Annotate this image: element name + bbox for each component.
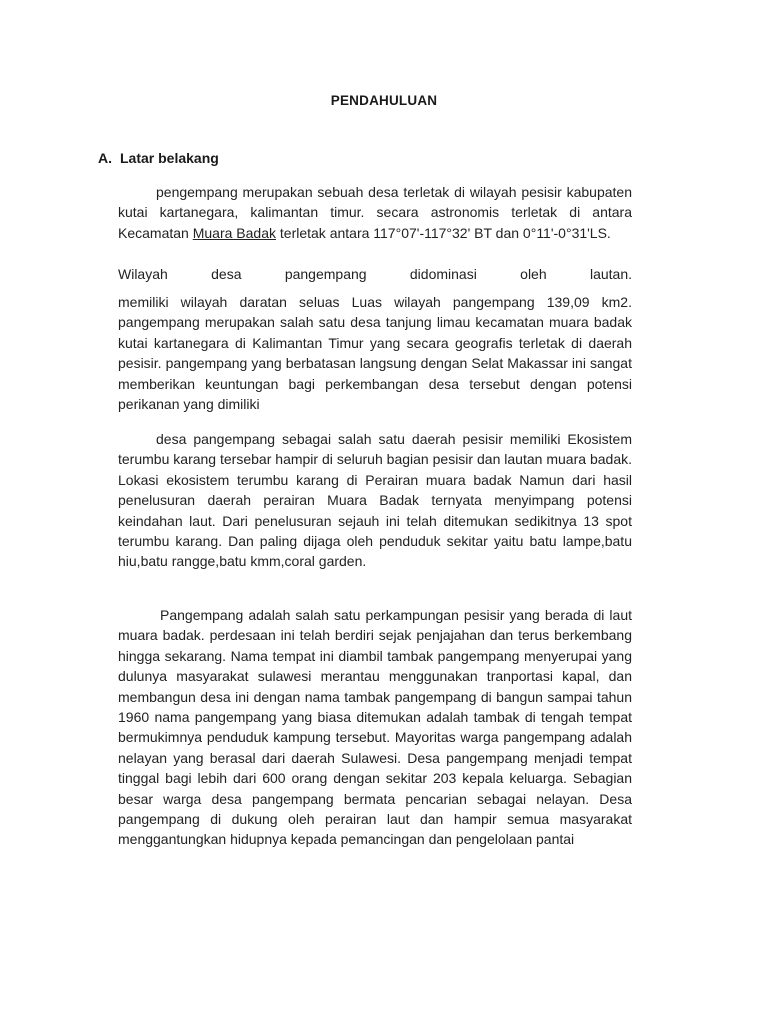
paragraph-intro-text-a: pengempang merupakan sebuah desa terletak di wilayah pesisir kabupaten kutai kartanegara, kalimantan timur. secara astronomis terletak di antara Kecamatan bbox=[118, 184, 632, 241]
muara-badak-link[interactable]: Muara Badak bbox=[192, 224, 276, 241]
paragraph-wilayah: memiliki wilayah daratan seluas Luas wilayah pangempang 139,09 km2. pangempang merupakan salah satu desa tanjung limau kecamatan muara badak kutai kartanegara di Kalimantan Timur yang secara geografis terletak di daerah pesisir. pangempang yang berbatasan langsung dengan Selat Makassar ini sangat memberikan keuntungan bagi perkembangan desa tersebut dengan potensi perikanan yang dimiliki bbox=[118, 294, 632, 413]
paragraph-intro-text-b: terletak antara 117°07'-117°32' BT dan 0°11'-0°31'LS. bbox=[276, 224, 611, 241]
paragraph-ekosistem: desa pangempang sebagai salah satu daerah pesisir memiliki Ekosistem terumbu karang tersebar hampir di seluruh bagian pesisir dan lautan muara badak. Lokasi ekosistem terumbu karang di Perairan muara badak Namun dari hasil penelusuran daerah perairan Muara Badak ternyata menyimpang potensi keindahan laut. Dari penelusuran sejauh ini telah ditemukan sedikitnya 13 spot terumbu karang. Dan paling dijaga oleh penduduk sekitar yaitu batu lampe,batu hiu,batu rangge,batu kmm,coral garden. bbox=[118, 431, 632, 570]
section-heading-text: Latar belakang bbox=[120, 150, 219, 166]
page-title: PENDAHULUAN bbox=[330, 93, 438, 108]
section-heading bbox=[98, 150, 219, 166]
section-number: A. bbox=[98, 150, 112, 166]
paragraph-intro bbox=[118, 182, 632, 243]
paragraph-wilayah-line: Wilayah desa pangempang didominasi oleh lautan. bbox=[118, 266, 632, 282]
paragraph-sejarah: Pangempang adalah salah satu perkampungan pesisir yang berada di laut muara badak. perdesaan ini telah berdiri sejak penjajahan dan terus berkembang hingga sekarang. Nama tempat ini diambil tambak pangempang menyerupai yang dulunya masyarakat sulawesi merantau menggunakan tranportasi kapal, dan membangun desa ini dengan nama tambak pangempang di bangun sampai tahun 1960 nama pangempang yang biasa ditemukan adalah tambak di tengah tempat bermukimnya penduduk kampung tersebut. Mayoritas warga pangempang adalah nelayan yang berasal dari daerah Sulawesi. Desa pangempang menjadi tempat tinggal bagi lebih dari 600 orang dengan sekitar 203 kepala keluarga. Sebagian besar warga desa pangempang bermata pencarian sebagai nelayan. Desa pangempang di dukung oleh perairan laut dan hampir semua masyarakat menggantungkan hidupnya kepada pemancingan dan pengelolaan pantai bbox=[118, 607, 632, 848]
